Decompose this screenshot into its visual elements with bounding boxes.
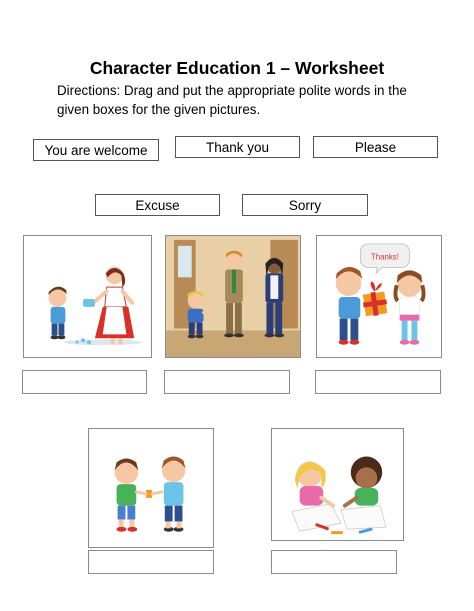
answer-box-4[interactable]: [88, 550, 214, 574]
word-thank-you[interactable]: Thank you: [175, 136, 300, 158]
picture-5-girls-drawing: [271, 428, 404, 541]
answer-box-5[interactable]: [271, 550, 397, 574]
answer-box-1[interactable]: [22, 370, 147, 394]
thanks-bubble-text: Thanks!: [370, 252, 399, 262]
answer-box-3[interactable]: [315, 370, 441, 394]
picture-2-boy-and-adults: [165, 235, 301, 358]
answer-box-2[interactable]: [164, 370, 290, 394]
word-excuse[interactable]: Excuse: [95, 194, 220, 216]
worksheet-title: Character Education 1 – Worksheet: [89, 58, 385, 78]
word-sorry[interactable]: Sorry: [242, 194, 368, 216]
word-you-are-welcome[interactable]: You are welcome: [33, 139, 159, 161]
word-please[interactable]: Please: [313, 136, 438, 158]
picture-3-gift-thanks: [316, 235, 442, 358]
picture-4-two-boys: [88, 428, 214, 548]
worksheet-directions: Directions: Drag and put the appropriate polite words in the given boxes for the given pictures.: [57, 83, 407, 117]
picture-1-mother-and-boy: [23, 235, 152, 358]
